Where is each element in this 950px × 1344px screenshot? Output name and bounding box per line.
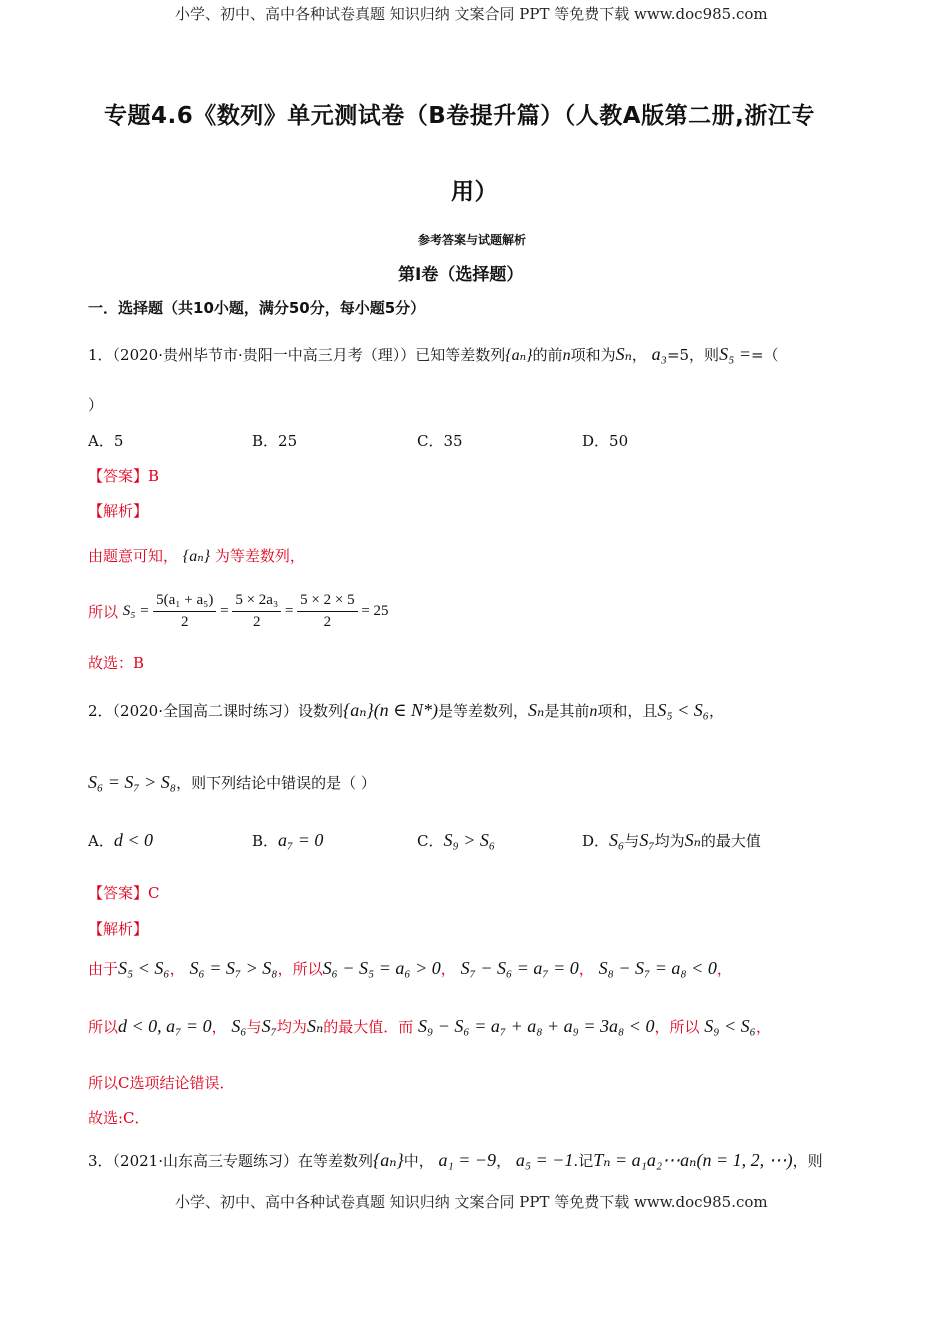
question-number: 1．: [88, 346, 113, 364]
question-1-stem: 1．（2020·贵州毕节市·贵阳一中高三月考（理））已知等差数列{aₙ}的前n项和为Sₙ， a₃=5，则S₅ ==（: [88, 344, 779, 364]
option-d: D．50: [582, 432, 629, 450]
question-2-stem: 2．（2020·全国高二课时练习）设数列{aₙ}(n ∈ N*)是等差数列，Sₙ是其前n项和，且S₅ < S₆，: [88, 700, 725, 720]
analysis-label: 【解析】: [88, 920, 149, 938]
doc-subtitle: 参考答案与试题解析: [418, 233, 527, 247]
math-sequence: {aₙ}: [373, 1150, 404, 1170]
analysis-line-1: 由于S₅ < S₆， S₆ = S₇ > S₈，所以S₆ − S₅ = a₆ > 0， S₇ − S₆ = a₇ = 0， S₈ − S₇ = a₈ < 0，: [88, 958, 732, 978]
question-source: （2020·贵州毕节市·贵阳一中高三月考（理））已知等差数列: [112, 346, 506, 364]
math-sequence: {aₙ}(n ∈ N*): [343, 700, 439, 720]
question-3-stem: 3．（2021·山东高三专题练习）在等差数列{aₙ}中， a₁ = −9， a₅ = −1.记Tₙ = a₁a₂⋯aₙ(n = 1, 2, ⋯)，则: [88, 1150, 823, 1170]
math-a3: a₃: [651, 344, 667, 364]
page-header: 小学、初中、高中各种试卷真题 知识归纳 文案合同 PPT 等免费下载 www.doc985.com: [175, 5, 768, 23]
doc-title-line1: 专题4.6《数列》单元测试卷（B卷提升篇）（人教A版第二册,浙江专: [104, 103, 815, 129]
doc-title-line2: 用）: [451, 179, 498, 205]
option-a: A．d < 0: [88, 830, 153, 850]
question-2-conditions: S₆ = S₇ > S₈，则下列结论中错误的是（ ）: [88, 772, 376, 792]
analysis-line-2: 所以d < 0, a₇ = 0， S₆与S₇均为Sₙ的最大值．而 S₉ − S₆ = a₇ + a₈ + a₉ = 3a₈ < 0，所以 S₉ < S₆，: [88, 1016, 771, 1036]
analysis-line-3: 所以C选项结论错误．: [88, 1074, 235, 1092]
math-s5: S₅ =: [719, 344, 751, 364]
analysis-label: 【解析】: [88, 502, 149, 520]
math-sequence: {aₙ}: [182, 548, 211, 565]
answer-label: 【答案】C: [88, 884, 160, 902]
answer-label: 【答案】B: [88, 467, 160, 485]
analysis-line: 由题意可知， {aₙ} 为等差数列，: [88, 547, 305, 565]
choose-line: 故选：B: [88, 654, 145, 672]
option-b: B．a₇ = 0: [252, 830, 324, 850]
choose-line: 故选:C．: [88, 1109, 150, 1127]
section-heading: 一．选择题（共10小题，满分50分，每小题5分）: [88, 299, 426, 317]
math-sequence: {aₙ}: [505, 347, 533, 364]
analysis-formula-line: 所以 S₅ = $\frac{\text{5(a₁ + a₅)}}{2}$ = $\frac{\text{5 × 2a₃}}{2}$ = $\frac{5 \times 2 \times 5}{2}$ = 25: [88, 592, 389, 630]
fraction-1: $\frac{\text{5(a₁ + a₅)}}{2}$: [153, 592, 216, 631]
option-d: D．S₆与S₇均为Sₙ的最大值: [582, 830, 761, 850]
option-a: A．5: [88, 432, 124, 450]
part-heading: 第Ⅰ卷（选择题）: [398, 265, 524, 285]
fraction-2: $\frac{\text{5 × 2a₃}}{2}$: [232, 592, 281, 631]
math-sn: Sₙ: [615, 344, 632, 364]
fraction-3: $\frac{5 \times 2 \times 5}{2}$: [297, 592, 357, 631]
option-c: C．35: [417, 432, 463, 450]
option-c: C．S₉ > S₆: [417, 830, 496, 850]
fraction-result: = 25: [361, 602, 389, 619]
page-footer: 小学、初中、高中各种试卷真题 知识归纳 文案合同 PPT 等免费下载 www.doc985.com: [175, 1193, 768, 1211]
math-s5-eq: S₅ =: [122, 602, 150, 619]
option-b: B．25: [252, 432, 298, 450]
question-1-close: ）: [88, 396, 104, 414]
